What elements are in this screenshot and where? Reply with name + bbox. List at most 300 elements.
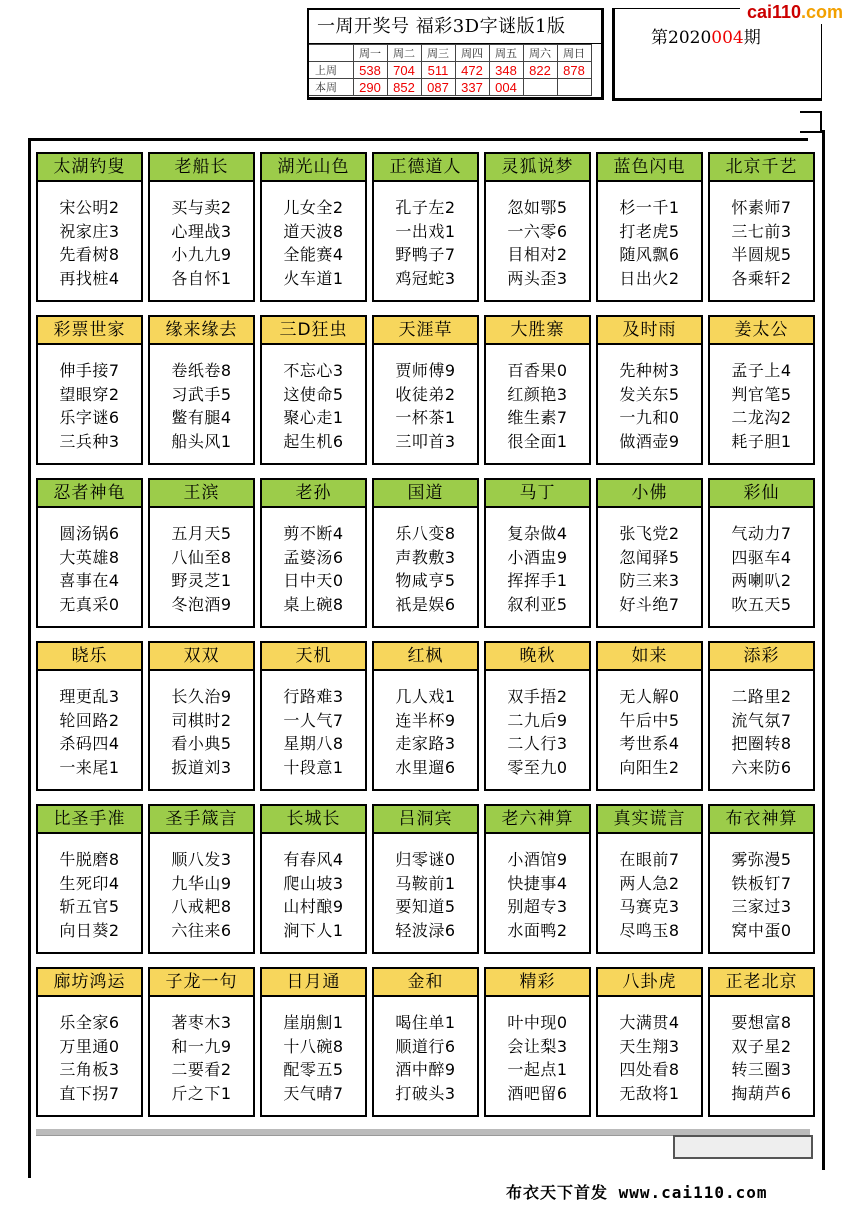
riddle-line: 六来防6 [731,757,792,777]
draw-number: 087 [421,79,455,96]
draw-results-panel [307,8,604,100]
riddle-line: 半圆规5 [731,245,792,264]
draw-number: 511 [421,62,455,79]
draw-number: 852 [387,79,421,96]
card-riddles [710,508,813,616]
card-author: 晚秋 [486,643,589,671]
riddle-line: 气动力7 [731,524,792,543]
card-riddles [598,345,701,453]
riddle-line: 向阳生2 [619,757,680,777]
riddle-line: 走家路3 [395,734,456,753]
riddle-card [708,967,815,1117]
card-author: 红枫 [374,643,477,671]
riddle-line: 流气氛7 [731,710,792,730]
card-riddles [262,834,365,942]
riddle-line: 圆汤锅6 [59,524,120,543]
riddle-line: 斤之下1 [171,1083,232,1103]
riddle-card [484,641,591,791]
issue-prefix: 第2020 [651,28,712,48]
riddle-card [148,152,255,302]
riddle-card [36,804,143,954]
card-riddles [598,834,701,942]
riddle-card [260,641,367,791]
bottom-strip [36,1135,673,1157]
riddle-line: 一杯茶1 [395,408,456,427]
riddle-line: 忽闻驿5 [619,547,680,567]
riddle-line: 大满贯4 [619,1013,680,1032]
riddle-card [36,152,143,302]
draw-results-table [309,44,592,96]
riddle-line: 崖崩劁1 [283,1013,344,1032]
riddle-line: 怀素师7 [731,198,792,217]
footer-text: 布衣天下首发 www.cai110.com [506,1183,768,1202]
riddle-line: 三兵种3 [59,431,120,451]
frame-right-line [822,130,825,1170]
day-header: 周五 [489,45,523,62]
card-author: 王滨 [150,480,253,508]
frame-corner [800,111,822,133]
card-author: 老船长 [150,154,253,182]
riddle-line: 四处看8 [619,1060,680,1079]
riddle-line: 山村酿9 [283,897,344,916]
riddle-line: 很全面1 [507,431,568,451]
card-author: 国道 [374,480,477,508]
riddle-line: 牛脱磨8 [59,850,120,869]
riddle-card [596,804,703,954]
card-author: 吕洞宾 [374,806,477,834]
riddle-line: 二路里2 [731,687,792,706]
riddle-line: 挥挥手1 [507,571,568,590]
last-week-row [309,62,591,79]
riddle-line: 再找桩4 [59,268,120,288]
draw-number: 472 [455,62,489,79]
riddle-card [372,152,479,302]
card-author: 太湖钓叟 [38,154,141,182]
riddle-line: 叶中现0 [507,1013,568,1032]
riddle-line: 买与卖2 [171,198,232,217]
card-author: 大胜寨 [486,317,589,345]
riddle-line: 小酒馆9 [507,850,568,869]
frame-left-line [28,138,31,1178]
riddle-line: 剪不断4 [283,524,344,543]
riddle-line: 三叩首3 [395,431,456,451]
card-author: 日月通 [262,969,365,997]
riddle-line: 目相对2 [507,245,568,264]
riddle-card [36,641,143,791]
card-author: 比圣手准 [38,806,141,834]
corner-cell [309,45,353,62]
riddle-line: 三家过3 [731,897,792,916]
riddle-line: 鸡冠蛇3 [395,268,456,288]
draw-number: 337 [455,79,489,96]
card-riddles [486,182,589,290]
riddle-line: 望眼穿2 [59,384,120,404]
riddle-card [372,641,479,791]
riddle-line: 打破头3 [395,1083,456,1103]
riddle-card [36,967,143,1117]
riddle-line: 一出戏1 [395,221,456,241]
riddle-line: 一人气7 [283,710,344,730]
riddle-line: 各自怀1 [171,268,232,288]
riddle-line: 轻波渌6 [395,920,456,940]
riddle-line: 生死印4 [59,873,120,893]
card-author: 正老北京 [710,969,813,997]
riddle-line: 有春风4 [283,850,344,869]
riddle-line: 窝中蛋0 [731,920,792,940]
riddle-line: 祝家庄3 [59,221,120,241]
riddle-line: 要知道5 [395,897,456,916]
riddle-line: 两头歪3 [507,268,568,288]
card-author: 蓝色闪电 [598,154,701,182]
draw-number: 348 [489,62,523,79]
riddle-card [372,967,479,1117]
card-riddles [38,508,141,616]
card-author: 真实谎言 [598,806,701,834]
riddle-line: 小九九9 [171,245,232,264]
issue-suffix: 期 [743,28,761,48]
riddle-line: 轮回路2 [59,710,120,730]
card-riddles [38,182,141,290]
card-riddles [486,345,589,453]
riddle-line: 马赛克3 [619,897,680,916]
card-author: 马丁 [486,480,589,508]
riddle-line: 贾师傅9 [395,361,456,380]
card-riddles [710,997,813,1105]
riddle-line: 道天波8 [283,221,344,241]
day-header: 周四 [455,45,489,62]
riddle-line: 无敌将1 [619,1083,680,1103]
riddle-line: 乐全家6 [59,1013,120,1032]
card-author: 天涯草 [374,317,477,345]
riddle-card [372,804,479,954]
riddle-line: 红颜艳3 [507,384,568,404]
riddle-line: 防三来3 [619,571,680,590]
riddle-line: 起生机6 [283,431,344,451]
card-riddles [262,508,365,616]
card-riddles [374,671,477,779]
card-author: 老六神算 [486,806,589,834]
riddle-card [260,967,367,1117]
riddle-line: 发关东5 [619,384,680,404]
riddle-card [596,315,703,465]
card-riddles [262,671,365,779]
card-author: 廊坊鸿运 [38,969,141,997]
riddle-line: 三角板3 [59,1060,120,1079]
riddle-line: 别超专3 [507,897,568,916]
days-row [309,45,591,62]
card-author: 彩仙 [710,480,813,508]
riddle-line: 司棋时2 [171,710,232,730]
riddle-line: 二人行3 [507,734,568,753]
riddle-line: 铁板钉7 [731,873,792,893]
card-author: 布衣神算 [710,806,813,834]
riddle-line: 做酒壶9 [619,431,680,451]
card-riddles [710,182,813,290]
card-author: 添彩 [710,643,813,671]
riddle-line: 水面鸭2 [507,920,568,940]
riddle-line: 水里遛6 [395,757,456,777]
riddle-line: 吹五天5 [731,594,792,614]
riddle-line: 一六零6 [507,221,568,241]
riddle-line: 十段意1 [283,757,344,777]
riddle-card [148,315,255,465]
riddle-line: 顺八发3 [171,850,232,869]
riddle-line: 著枣木3 [171,1013,232,1032]
riddle-line: 收徒弟2 [395,384,456,404]
riddle-line: 伸手接7 [59,361,120,380]
card-riddles [150,997,253,1105]
riddle-line: 在眼前7 [619,850,680,869]
this-week-label: 本周 [309,79,353,96]
riddle-line: 聚心走1 [283,408,344,427]
riddle-line: 一九和0 [619,408,680,427]
riddle-card [596,641,703,791]
riddle-card [260,804,367,954]
riddle-line: 星期八8 [283,734,344,753]
card-author: 湖光山色 [262,154,365,182]
riddle-line: 酒中醉9 [395,1060,456,1079]
last-week-label: 上周 [309,62,353,79]
draw-number: 004 [489,79,523,96]
riddle-line: 爬山坡3 [283,873,344,893]
day-header: 周一 [353,45,387,62]
riddle-line: 耗子胆1 [731,431,792,451]
riddle-line: 随风飘6 [619,245,680,264]
riddle-line: 归零谜0 [395,850,456,869]
riddle-card [36,315,143,465]
riddle-row [36,804,816,967]
card-riddles [598,671,701,779]
riddle-card [708,152,815,302]
riddle-line: 三七前3 [731,221,792,241]
riddle-line: 先种树3 [619,361,680,380]
riddle-line: 不忘心3 [283,361,344,380]
riddle-line: 习武手5 [171,384,232,404]
riddle-card [484,804,591,954]
riddle-line: 午后中5 [619,710,680,730]
riddle-line: 双手捂2 [507,687,568,706]
card-riddles [262,997,365,1105]
riddle-line: 无真采0 [59,594,120,614]
card-riddles [374,345,477,453]
riddle-line: 物咸亨5 [395,571,456,590]
riddle-line: 宋公明2 [59,198,120,217]
riddle-line: 二九后9 [507,710,568,730]
riddle-card [148,478,255,628]
card-riddles [710,671,813,779]
riddle-line: 乐字谜6 [59,408,120,427]
riddle-row [36,967,816,1130]
draw-number [557,79,591,96]
riddle-line: 四驱车4 [731,547,792,567]
riddle-card [484,967,591,1117]
riddle-line: 全能赛4 [283,245,344,264]
riddle-line: 大英雄8 [59,547,120,567]
riddle-line: 五月天5 [171,524,232,543]
draw-number: 878 [557,62,591,79]
card-riddles [38,345,141,453]
riddle-line: 酒吧留6 [507,1083,568,1103]
riddle-line: 八仙至8 [171,547,232,567]
riddle-line: 复杂做4 [507,524,568,543]
card-author: 忍者神龟 [38,480,141,508]
riddle-line: 鳖有腿4 [171,408,232,427]
riddle-line: 船头风1 [171,431,232,451]
logo-brand: cai110 [746,2,802,22]
riddle-line: 快捷事4 [507,873,568,893]
draw-number: 538 [353,62,387,79]
riddle-line: 掏葫芦6 [731,1083,792,1103]
card-riddles [374,182,477,290]
card-riddles [710,345,813,453]
riddle-line: 直下拐7 [59,1083,120,1103]
card-author: 金和 [374,969,477,997]
card-author: 子龙一句 [150,969,253,997]
riddle-card [260,152,367,302]
card-riddles [486,997,589,1105]
riddle-grid [36,152,816,1130]
riddle-card [596,478,703,628]
riddle-line: 长久治9 [171,687,232,706]
issue-number [651,23,761,48]
card-author: 圣手箴言 [150,806,253,834]
riddle-card [708,804,815,954]
riddle-card [708,478,815,628]
riddle-line: 万里通0 [59,1036,120,1056]
riddle-line: 张飞党2 [619,524,680,543]
card-author: 彩票世家 [38,317,141,345]
riddle-line: 野灵芝1 [171,571,232,590]
riddle-card [484,152,591,302]
riddle-line: 这使命5 [283,384,344,404]
riddle-line: 日中天0 [283,571,344,590]
card-author: 晓乐 [38,643,141,671]
riddle-card [372,315,479,465]
card-riddles [710,834,813,942]
riddle-line: 判官笔5 [731,384,792,404]
card-riddles [486,671,589,779]
riddle-line: 声教敷3 [395,547,456,567]
this-week-row [309,79,591,96]
riddle-line: 儿女全2 [283,198,344,217]
riddle-line: 转三圈3 [731,1060,792,1079]
riddle-line: 斩五官5 [59,897,120,916]
riddle-line: 马鞍前1 [395,873,456,893]
riddle-card [484,478,591,628]
card-author: 北京千艺 [710,154,813,182]
day-header: 周三 [421,45,455,62]
card-author: 双双 [150,643,253,671]
issue-value: 004 [711,28,744,48]
riddle-line: 双子星2 [731,1036,792,1056]
riddle-line: 行路难3 [283,687,344,706]
draw-number: 290 [353,79,387,96]
riddle-line: 要想富8 [731,1013,792,1032]
riddle-line: 杉一千1 [619,198,680,217]
card-author: 缘来缘去 [150,317,253,345]
logo-tld: .com [801,2,844,22]
riddle-line: 雾弥漫5 [731,850,792,869]
riddle-card [372,478,479,628]
riddle-row [36,641,816,804]
card-author: 天机 [262,643,365,671]
riddle-card [148,804,255,954]
day-header: 周六 [523,45,557,62]
riddle-row [36,315,816,478]
riddle-line: 孟子上4 [731,361,792,380]
card-riddles [262,182,365,290]
riddle-line: 心理战3 [171,221,232,241]
riddle-line: 一来尾1 [59,757,120,777]
riddle-line: 把圈转8 [731,734,792,753]
site-logo[interactable] [740,0,850,24]
riddle-line: 先看树8 [59,245,120,264]
riddle-line: 忽如鄂5 [507,198,568,217]
card-author: 灵狐说梦 [486,154,589,182]
card-author: 小佛 [598,480,701,508]
riddle-card [148,967,255,1117]
card-riddles [262,345,365,453]
card-author: 三D狂虫 [262,317,365,345]
riddle-card [708,315,815,465]
card-riddles [150,182,253,290]
card-riddles [598,508,701,616]
riddle-card [36,478,143,628]
riddle-row [36,478,816,641]
card-riddles [374,508,477,616]
bottom-box [673,1135,813,1159]
riddle-line: 涧下人1 [283,920,344,940]
riddle-line: 和一九9 [171,1036,232,1056]
riddle-line: 二要看2 [171,1060,232,1079]
riddle-line: 喜事在4 [59,571,120,590]
card-riddles [150,345,253,453]
riddle-line: 各乘轩2 [731,268,792,288]
riddle-line: 百香果0 [507,361,568,380]
riddle-line: 喝住单1 [395,1013,456,1032]
riddle-row [36,152,816,315]
card-author: 长城长 [262,806,365,834]
riddle-line: 打老虎5 [619,221,680,241]
draw-results-title: 一周开奖号 福彩3D字谜版1版 [309,10,601,44]
riddle-line: 六往来6 [171,920,232,940]
riddle-line: 顺道行6 [395,1036,456,1056]
riddle-line: 零至九0 [507,757,568,777]
card-riddles [38,997,141,1105]
riddle-line: 天气晴7 [283,1083,344,1103]
riddle-line: 维生素7 [507,408,568,427]
card-author: 姜太公 [710,317,813,345]
card-riddles [374,834,477,942]
riddle-line: 无人解0 [619,687,680,706]
riddle-line: 考世系4 [619,734,680,753]
riddle-line: 好斗绝7 [619,594,680,614]
frame-top-line [28,138,808,141]
riddle-line: 天生翔3 [619,1036,680,1056]
card-riddles [150,834,253,942]
riddle-line: 野鸭子7 [395,245,456,264]
card-riddles [374,997,477,1105]
riddle-line: 日出火2 [619,268,680,288]
riddle-line: 冬泡酒9 [171,594,232,614]
riddle-line: 火车道1 [283,268,344,288]
draw-number: 822 [523,62,557,79]
card-author: 如来 [598,643,701,671]
riddle-line: 叙利亚5 [507,594,568,614]
riddle-line: 尽鸣玉8 [619,920,680,940]
riddle-card [260,315,367,465]
card-author: 及时雨 [598,317,701,345]
